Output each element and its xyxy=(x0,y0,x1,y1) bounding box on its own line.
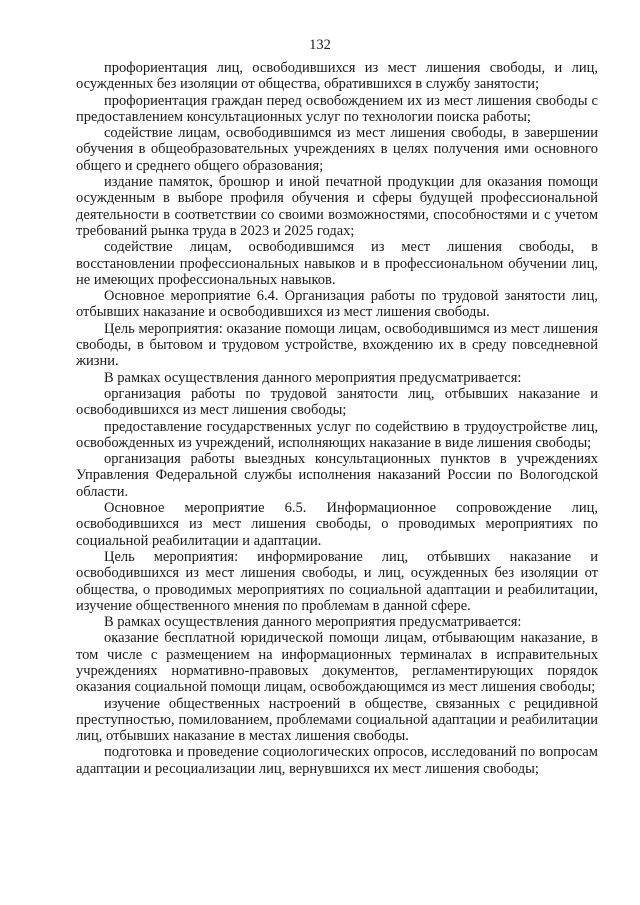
document-body xyxy=(76,60,598,777)
paragraph: изучение общественных настроений в обществе, связанных с рецидивной преступностью, помилованием, проблемами социальной адаптации и реабилитации лиц, отбывших наказание в местах лишения свободы. xyxy=(76,695,598,745)
paragraph: организация работы выездных консультационных пунктов в учреждениях Управления Федеральной службы исполнения наказаний России по Вологодской области. xyxy=(76,451,598,500)
paragraph: предоставление государственных услуг по содействию в трудоустройстве лиц, освобожденных из учреждений, исполняющих наказание в виде лишения свободы; xyxy=(76,418,598,451)
page-number: 132 xyxy=(309,37,331,53)
paragraph: издание памяток, брошюр и иной печатной продукции для оказания помощи осужденным в выборе профиля обучения и сферы будущей профессиональной деятельности в соответствии со своими возможностями, способностями и с учетом требований рынка труда в 2023 и 2025 годах; xyxy=(76,174,598,239)
paragraph: В рамках осуществления данного мероприятия предусматривается: xyxy=(104,614,522,631)
paragraph: содействие лицам, освободившимся из мест лишения свободы, в завершении обучения в общеобразовательных учреждениях в целях получения ими основного общего и среднего общего образования; xyxy=(76,125,598,174)
paragraph: профориентация лиц, освободившихся из мест лишения свободы, и лиц, осужденных без изоляции от общества, обратившихся в службу занятости; xyxy=(76,60,598,93)
goal-paragraph: Цель мероприятия: оказание помощи лицам, освободившимся из мест лишения свободы, в бытовом и трудовом устройстве, вхождению их в среду повседневной жизни. xyxy=(76,320,598,370)
paragraph: профориентация граждан перед освобождением их из мест лишения свободы с предоставлением консультационных услуг по технологии поиска работы; xyxy=(76,92,598,125)
paragraph: организация работы по трудовой занятости лиц, отбывших наказание и освободившихся из мест лишения свободы; xyxy=(76,385,598,419)
goal-paragraph: Цель мероприятия: информирование лиц, отбывших наказание и освободившихся из мест лишения свободы, и лиц, осужденных без изоляции от общества, о проводимых мероприятиях по социальной адаптации и реабилитации, изучение общественного мнения по проблемам в данной сфере. xyxy=(76,548,598,614)
paragraph: подготовка и проведение социологических опросов, исследований по вопросам адаптации и ресоциализации лиц, вернувшихся их мест лишения свободы; xyxy=(76,744,598,777)
paragraph: В рамках осуществления данного мероприятия предусматривается: xyxy=(104,369,522,386)
section-heading-6-4: Основное мероприятие 6.4. Организация работы по трудовой занятости лиц, отбывших наказание и освободившихся из мест лишения свободы. xyxy=(76,288,598,321)
paragraph: содействие лицам, освободившимся из мест лишения свободы, в восстановлении профессиональных навыков и в профессиональном обучении лиц, не имеющих профессиональных навыков. xyxy=(76,239,598,288)
paragraph: оказание бесплатной юридической помощи лицам, отбывающим наказание, в том числе с размещением на информационных терминалах в исправительных учреждениях нормативно-правовых документов, регламентирующих порядок оказания социальной помощи лицам, освобождающимся из мест лишения свободы; xyxy=(76,630,598,696)
section-heading-6-5: Основное мероприятие 6.5. Информационное сопровождение лиц, освободившихся из мест лишения свободы, о проводимых мероприятиях по социальной реабилитации и адаптации. xyxy=(76,500,598,549)
